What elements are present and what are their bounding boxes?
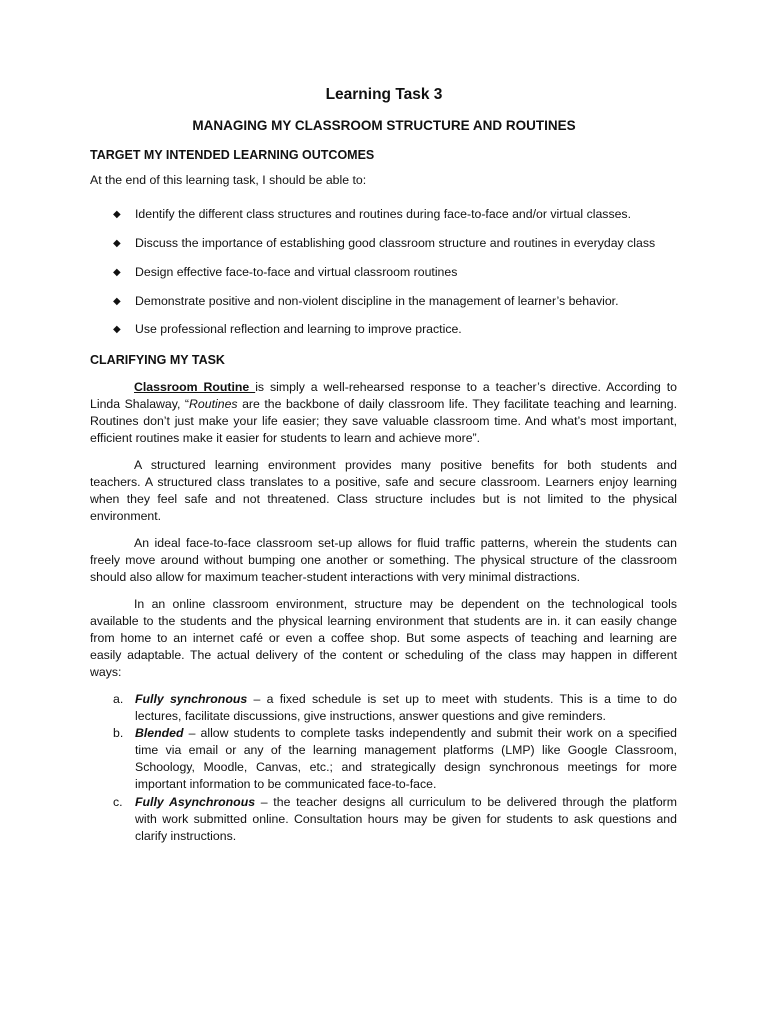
paragraph-structure: A structured learning environment provides many positive benefits for both students and teachers. A structured class translates to a positive, safe and secure classroom. Learners enjoy learning when they feel safe and not threatened. Class structure includes but is not limited to the physical environment. <box>90 458 677 523</box>
diamond-bullet-icon: ◆ <box>113 296 121 307</box>
diamond-bullet-icon: ◆ <box>113 267 121 278</box>
bullet-text: Design effective face-to-face and virtual classroom routines <box>135 265 458 279</box>
bullet-text: Identify the different class structures and routines during face-to-face and/or virtual classes. <box>135 207 632 221</box>
page-subtitle: MANAGING MY CLASSROOM STRUCTURE AND ROUTINES <box>192 118 576 133</box>
term-classroom-routine: Classroom Routine <box>134 380 256 394</box>
intro-text: At the end of this learning task, I should be able to: <box>90 173 367 187</box>
diamond-bullet-icon: ◆ <box>113 209 121 220</box>
paragraph-routine: Classroom Routine is simply a well-rehearsed response to a teacher’s directive. According to Linda Shalaway, “Routines are the backbone of daily classroom life. They facilitate teaching and learning. Routines don’t just make your life easier; they save valuable classroom time. And what’s most important, efficient routines make it easier for students to learn and achieve more”. <box>90 380 677 445</box>
diamond-bullet-icon: ◆ <box>113 238 121 249</box>
section-heading-task: CLARIFYING MY TASK <box>90 353 225 367</box>
paragraph-online: In an online classroom environment, structure may be dependent on the technological tools available to the students and the physical learning environment that students are in. it can easily change from home to an internet café or even a coffee shop. But some aspects of teaching and learning are easily adaptable. The actual delivery of the content or scheduling of the class may happen in different ways: <box>90 597 677 679</box>
document-page: Learning Task 3 MANAGING MY CLASSROOM STRUCTURE AND ROUTINES TARGET MY INTENDED LEARNING OUTCOMES At the end of this learning task, I should be able to: ◆ Identify the different class structures and routines during face-to-face and/or virtual classes. ◆ Discuss the importance of establishing good classroom structure and routines in everyday class ◆ Design effective face-to-face and virtual classroom routines ◆ Demonstrate positive and non-violent discipline in the management of learner’s behavior. ◆ Use professional reflection and learning to improve practice. CLARIFYING MY TASK Classroom Routine is simply a well-rehearsed response to a teacher’s directive. According to Linda Shalaway, “Routines are the backbone of daily classroom life. They facilitate teaching and learning. Routines don’t just make your life easier; they save valuable classroom time. And what’s most important, efficient routines make it easier for students to learn and achieve more”. A structured learning environment provides many positive benefits for both students and teachers. A structured class translates to a positive, safe and secure classroom. Learners enjoy learning when they feel safe and not threatened. Class structure includes but is not limited to the physical environment. An ideal face-to-face classroom set-up allows for fluid traffic patterns, wherein the students can freely move around without bumping one another or something. The physical structure of the classroom should also allow for maximum teacher-student interactions with very minimal distractions. In an online classroom environment, structure may be dependent on the technological tools available to the students and the physical learning environment that students are in. it can easily change from home to an internet café or even a coffee shop. But some aspects of teaching and learning are easily adaptable. The actual delivery of the content or scheduling of the class may happen in different ways: a. Fully synchronous – a fixed schedule is set up to meet with students. This is a time to do lectures, facilitate discussions, give instructions, answer questions and give reminders. b. Blended – allow students to complete tasks independently and submit their work on a specified time via email or any of the learning management platforms (LMP) like Google Classroom, Schoology, Moodle, Canvas, etc.; and strategically design synchronous meetings for more important information to be communicated face-to-face. c. Fully Asynchronous – the teacher designs all curriculum to be delivered through the platform with work submitted online. Consultation hours may be given for students to ask questions and clarify instructions. <box>0 0 768 1024</box>
bullet-text: Demonstrate positive and non-violent discipline in the management of learner’s behavior. <box>135 294 619 308</box>
section-heading-outcomes: TARGET MY INTENDED LEARNING OUTCOMES <box>90 148 375 162</box>
paragraph-face-to-face: An ideal face-to-face classroom set-up allows for fluid traffic patterns, wherein the students can freely move around without bumping one another or something. The physical structure of the classroom should also allow for maximum teacher-student interactions with very minimal distractions. <box>90 536 677 584</box>
diamond-bullet-icon: ◆ <box>113 324 121 335</box>
page-title: Learning Task 3 <box>325 86 443 103</box>
bullet-text: Use professional reflection and learning to improve practice. <box>135 322 462 336</box>
bullet-text: Discuss the importance of establishing good classroom structure and routines in everyday class <box>135 236 656 250</box>
